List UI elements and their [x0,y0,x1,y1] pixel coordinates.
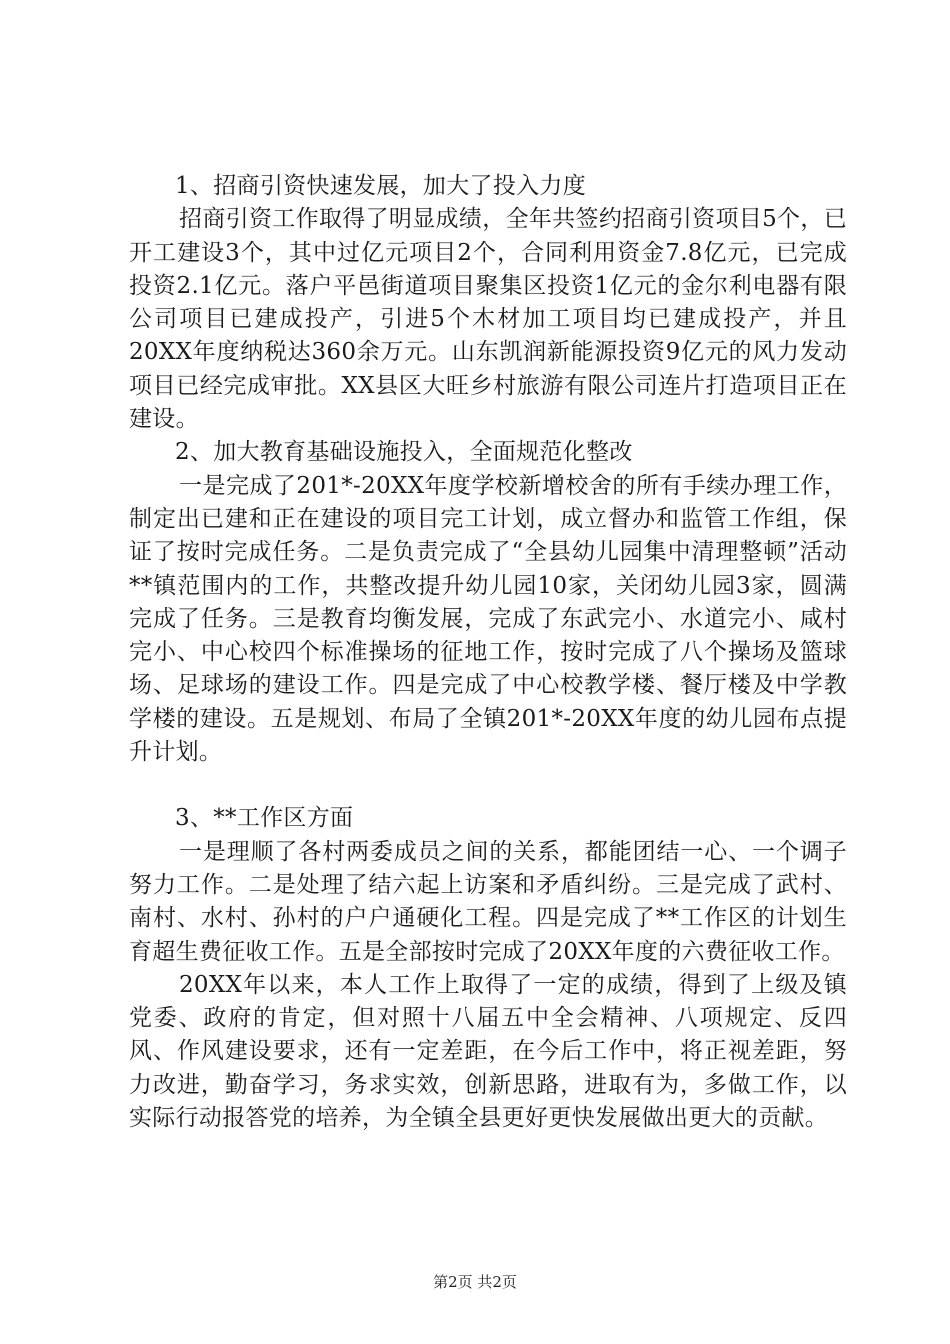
closing-paragraph: 20XX年以来，本人工作上取得了一定的成绩，得到了上级及镇党委、政府的肯定，但对照十八届五中全会精神、八项规定、反四风、作风建设要求，还有一定差距，在今后工作中，将正视差距，努力改进，勤奋学习，务求实效，创新思路，进取有为，多做工作，以实际行动报答党的培养，为全镇全县更好更快发展做出更大的贡献。 [129,971,847,1132]
section-1-heading: 1、招商引资快速发展，加大了投入力度 [175,173,587,199]
document-body [129,170,847,1135]
section-1-paragraph: 招商引资工作取得了明显成绩，全年共签约招商引资项目5个，已开工建设3个，其中过亿元项目2个，合同利用资金7.8亿元，已完成投资2.1亿元。落户平邑街道项目聚集区投资1亿元的金尔利电器有限公司项目已建成投产，引进5个木材加工项目均已建成投产，并且20XX年度纳税达360余万元。山东凯润新能源投资9亿元的风力发动项目已经完成审批。XX县区大旺乡村旅游有限公司连片打造项目正在建设。 [129,206,847,433]
section-2-heading: 2、加大教育基础设施投入，全面规范化整改 [175,439,633,466]
page-number-footer: 第2页 共2页 [433,1273,517,1291]
section-2-paragraph: 一是完成了201*-20XX年度学校新增校舍的所有手续办理工作，制定出已建和正在建设的项目完工计划，成立督办和监管工作组，保证了按时完成任务。二是负责完成了“全县幼儿园集中清理整顿”活动**镇范围内的工作，共整改提升幼儿园10家，关闭幼儿园3家，圆满完成了任务。三是教育均衡发展，完成了东武完小、水道完小、咸村完小、中心校四个标准操场的征地工作，按时完成了八个操场及篮球场、足球场的建设工作。四是完成了中心校教学楼、餐厅楼及中学教学楼的建设。五是规划、布局了全镇201*-20XX年度的幼儿园布点提升计划。 [129,472,847,766]
section-3-paragraph: 一是理顺了各村两委成员之间的关系，都能团结一心、一个调子努力工作。二是处理了结六起上访案和矛盾纠纷。三是完成了武村、南村、水村、孙村的户户通硬化工程。四是完成了**工作区的计划生育超生费征收工作。五是全部按时完成了20XX年度的六费征收工作。 [129,838,847,965]
section-3-heading: 3、**工作区方面 [175,805,354,832]
section-gap [129,769,847,802]
